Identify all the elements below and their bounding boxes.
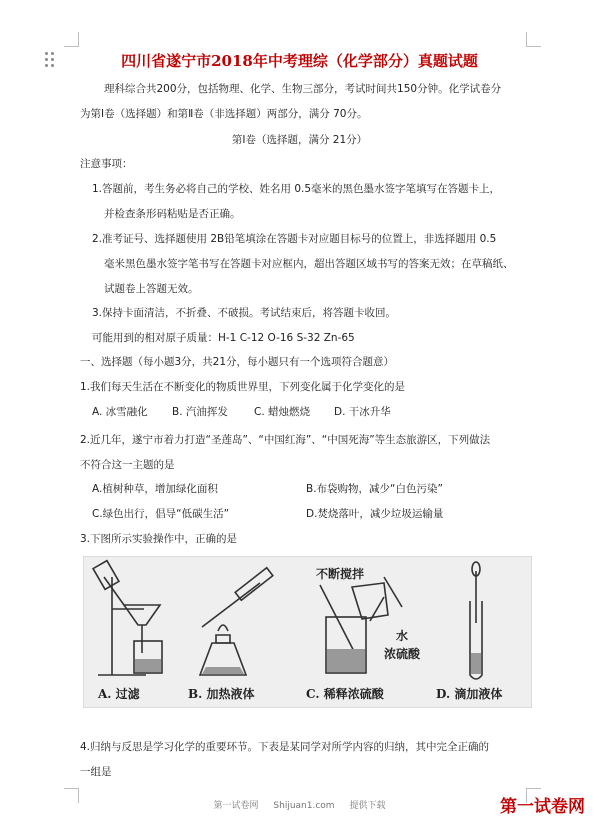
notice-title: 注意事项： xyxy=(80,158,133,170)
notice-line: 2.准考证号、选择题使用 2B铅笔填涂在答题卡对应题目标号的位置上，非选择题用 0.5 xyxy=(92,233,497,245)
question-stem: 不符合这一主题的是 xyxy=(80,459,175,471)
question-stem: 3.下图所示实验操作中，正确的是 xyxy=(80,533,238,545)
option-a: A. 冰雪融化 xyxy=(92,406,148,418)
part-title: 一、选择题（每小题3分，共21分，每小题只有一个选项符合题意） xyxy=(80,356,395,368)
stir-label: 不断搅拌 xyxy=(316,567,365,581)
intro-line: 理科综合共200分，包括物理、化学、生物三部分，考试时间共150分钟。化学试卷分 xyxy=(104,83,502,95)
section-title: 第Ⅰ卷（选择题，满分 21分） xyxy=(231,134,368,146)
option-a: A.植树种草，增加绿化面积 xyxy=(92,483,218,495)
acid-label: 浓硫酸 xyxy=(384,647,421,661)
option-d: D.焚烧落叶，减少垃圾运输量 xyxy=(306,508,444,520)
caption-b: B. 加热液体 xyxy=(188,687,255,701)
atomic-masses: 可能用到的相对原子质量：H-1 C-12 O-16 S-32 Zn-65 xyxy=(92,332,355,344)
brand-logo: 第一试卷网 xyxy=(500,797,585,817)
notice-line: 1.答题前，考生务必将自己的学校、姓名用 0.5毫米的黑色墨水签字笔填写在答题卡上， xyxy=(92,183,501,195)
footer-site-name: 第一试卷网 xyxy=(213,801,259,811)
question-stem: 1.我们每天生活在不断变化的物质世界里，下列变化属于化学变化的是 xyxy=(80,381,406,393)
option-d: D. 干冰升华 xyxy=(334,406,391,418)
experiment-figure xyxy=(83,556,532,708)
document-title: 四川省遂宁市2018年中考理综（化学部分）真题试题 xyxy=(121,52,478,70)
page-corner-mark xyxy=(64,32,79,47)
option-b: B. 汽油挥发 xyxy=(172,406,228,418)
caption-d: D. 滴加液体 xyxy=(436,687,503,701)
option-c: C.绿色出行，倡导“低碳生活” xyxy=(92,508,230,520)
notice-line: 并检查条形码粘贴是否正确。 xyxy=(104,208,241,220)
water-label: 水 xyxy=(396,629,409,643)
option-b: B.布袋购物，减少“白色污染” xyxy=(306,483,443,495)
question-stem: 4.归纳与反思是学习化学的重要环节。下表是某同学对所学内容的归纳，其中完全正确的 xyxy=(80,741,490,753)
question-stem: 一组是 xyxy=(80,766,112,778)
question-stem: 2.近几年，遂宁市着力打造“圣莲岛”、“中国红海”、“中国死海”等生态旅游区，下列做法 xyxy=(80,434,491,446)
notice-line: 毫米黑色墨水签字笔书写在答题卡对应框内，超出答题区域书写的答案无效；在草稿纸、 xyxy=(104,258,514,270)
caption-a: A. 过滤 xyxy=(98,687,140,701)
notice-line: 试题卷上答题无效。 xyxy=(104,283,199,295)
intro-line: 为第Ⅰ卷（选择题）和第Ⅱ卷（非选择题）两部分，满分 70分。 xyxy=(80,108,368,120)
footer-site-url[interactable]: Shijuan1.com xyxy=(273,801,335,811)
footer-download-note: 提供下载 xyxy=(349,801,386,811)
page-corner-mark xyxy=(526,32,541,47)
option-c: C. 蜡烛燃烧 xyxy=(254,406,311,418)
notice-line: 3.保持卡面清洁，不折叠、不破损。考试结束后，将答题卡收回。 xyxy=(92,307,397,319)
caption-c: C. 稀释浓硫酸 xyxy=(306,687,384,701)
